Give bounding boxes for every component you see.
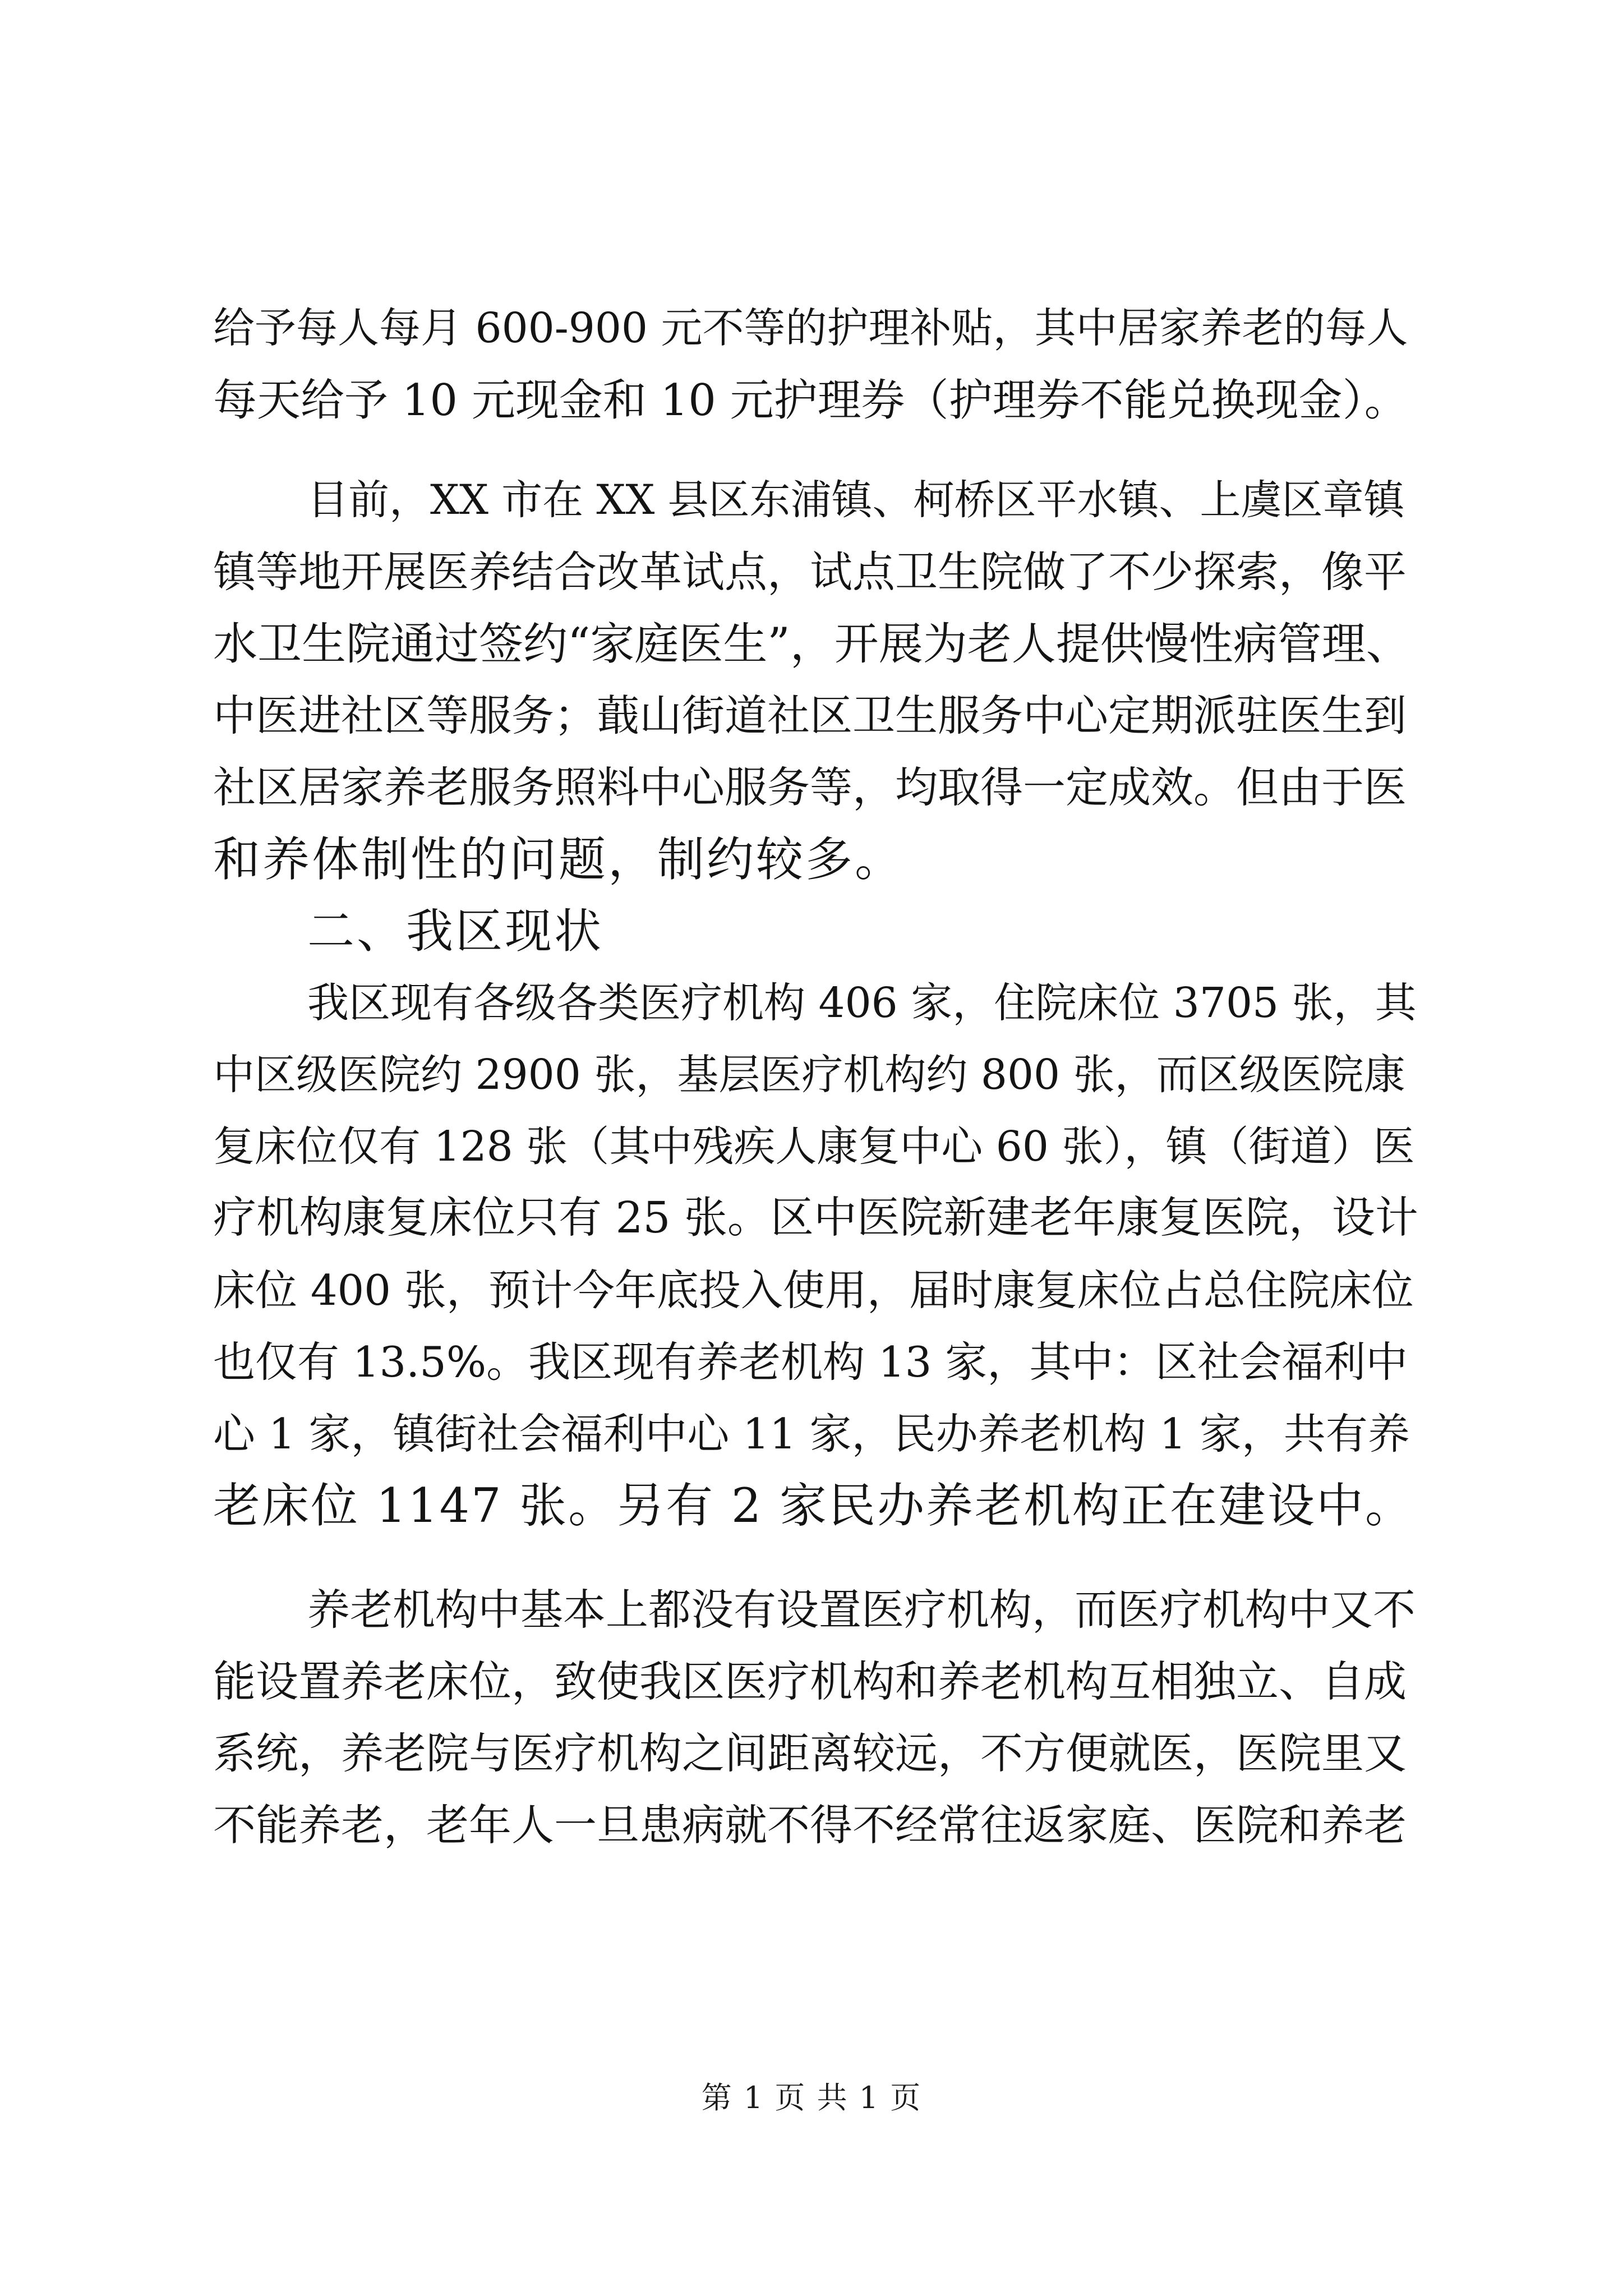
body-text-line: 中区级医院约 2900 张，基层医疗机构约 800 张，而区级医院康 (213, 1051, 1405, 1099)
body-text-line: 水卫生院通过签约“家庭医生”，开展为老人提供慢性病管理、 (213, 618, 1410, 670)
body-text-line: 也仅有 13.5%。我区现有养老机构 13 家，其中：区社会福利中 (213, 1337, 1408, 1387)
body-text-line: 能设置养老床位，致使我区医疗机构和养老机构互相独立、自成 (213, 1657, 1407, 1706)
body-text-line: 不能养老，老年人一旦患病就不得不经常往返家庭、医院和养老 (213, 1800, 1407, 1850)
body-text-line: 给予每人每月 600-900 元不等的护理补贴，其中居家养老的每人 (213, 304, 1408, 352)
paragraph-start-line: 我区现有各级各类医疗机构 406 家，住院床位 3705 张，其 (307, 979, 1417, 1027)
body-text-line: 和养体制性的问题，制约较多。 (213, 832, 905, 887)
body-text-line: 床位 400 张，预计今年底投入使用，届时康复床位占总住院床位 (213, 1266, 1414, 1315)
paragraph-start-line: 养老机构中基本上都没有设置医疗机构，而医疗机构中又不 (307, 1585, 1415, 1635)
body-text-line: 社区居家养老服务照料中心服务等，均取得一定成效。但由于医 (213, 762, 1407, 812)
body-text-line: 每天给予 10 元现金和 10 元护理券（护理券不能兑换现金）。 (213, 375, 1408, 426)
body-text-line: 复床位仅有 128 张（其中残疾人康复中心 60 张），镇（街道）医 (213, 1122, 1415, 1171)
page-number-footer: 第 1 页 共 1 页 (701, 2080, 922, 2115)
body-text-line: 心 1 家，镇街社会福利中心 11 家，民办养老机构 1 家，共有养 (213, 1409, 1410, 1458)
body-text-line: 系统，养老院与医疗机构之间距离较远，不方便就医，医院里又 (213, 1728, 1407, 1778)
section-heading: 二、我区现状 (307, 904, 604, 959)
body-text-line: 镇等地开展医养结合改革试点，试点卫生院做了不少探索，像平 (213, 547, 1407, 597)
body-text-line: 疗机构康复床位只有 25 张。区中医院新建老年康复医院，设计 (213, 1193, 1418, 1243)
body-text-line: 老床位 1147 张。另有 2 家民办养老机构正在建设中。 (213, 1478, 1414, 1533)
paragraph-start-line: 目前，XX 市在 XX 县区东浦镇、柯桥区平水镇、上虞区章镇 (307, 476, 1405, 524)
body-text-line: 中医进社区等服务；蕺山街道社区卫生服务中心定期派驻医生到 (213, 691, 1407, 740)
